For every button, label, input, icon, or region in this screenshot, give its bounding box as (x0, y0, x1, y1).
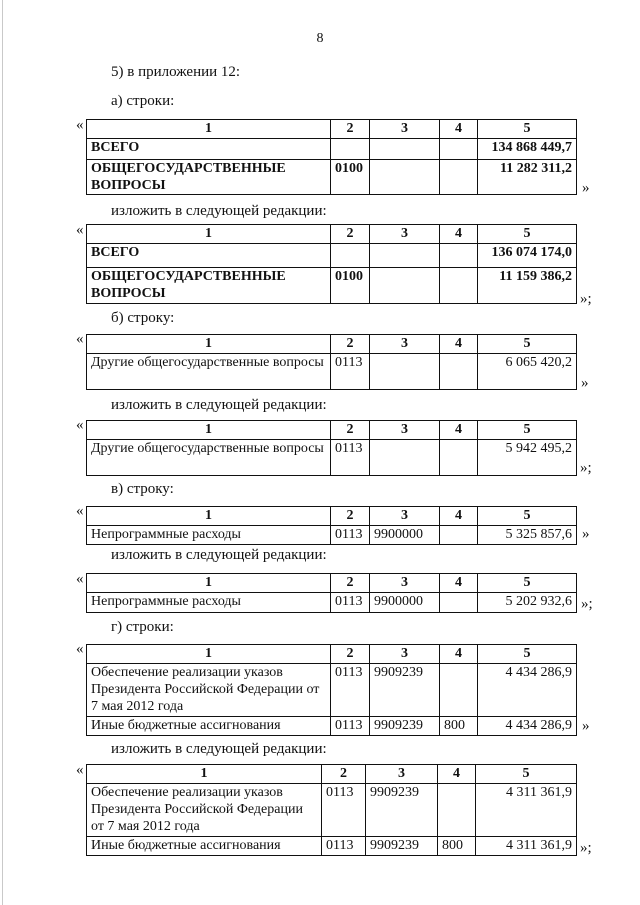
row-col4 (440, 354, 478, 390)
header-cell: 5 (478, 421, 577, 440)
header-cell: 1 (87, 765, 322, 784)
row-col2: 0113 (331, 593, 370, 613)
header-cell: 1 (87, 421, 331, 440)
row-name: Обеспечение реализации указов Президента Российской Федерации от 7 мая 2012 года (87, 784, 322, 837)
row-name: ВСЕГО (87, 244, 331, 268)
row-col2: 0100 (331, 268, 370, 304)
row-col2: 0113 (322, 784, 366, 837)
header-cell: 4 (440, 507, 478, 526)
row-name: Иные бюджетные ассигнования (87, 837, 322, 856)
row-col5: 5 942 495,2 (478, 440, 577, 476)
close-quote: » (582, 526, 590, 542)
row-name: Другие общегосударственные вопросы (87, 354, 331, 390)
table-b-old (86, 334, 577, 390)
row-col3: 9900000 (370, 593, 440, 613)
table-a-old (86, 119, 577, 195)
open-quote: « (76, 762, 84, 778)
row-col4 (440, 160, 478, 195)
header-cell: 3 (370, 645, 440, 664)
header-cell: 5 (478, 574, 577, 593)
header-cell: 2 (331, 574, 370, 593)
row-name: Непрограммные расходы (87, 526, 331, 545)
row-col2: 0113 (331, 664, 370, 717)
row-name: ОБЩЕГОСУДАРСТВЕННЫЕ ВОПРОСЫ (87, 160, 331, 195)
edit-label: изложить в следующей редакции: (111, 203, 327, 219)
row-col4 (440, 268, 478, 304)
close-quote: »; (581, 596, 593, 612)
edit-label: изложить в следующей редакции: (111, 741, 327, 757)
row-col3: 9909239 (366, 784, 438, 837)
row-col4 (440, 593, 478, 613)
header-cell: 4 (440, 335, 478, 354)
row-col2: 0100 (331, 160, 370, 195)
row-col3: 9909239 (366, 837, 438, 856)
row-col4 (438, 784, 476, 837)
close-quote: » (582, 180, 590, 196)
row-col3 (370, 160, 440, 195)
row-col2: 0113 (331, 440, 370, 476)
close-quote: »; (580, 291, 592, 307)
table-c-new (86, 573, 577, 613)
row-col3: 9900000 (370, 526, 440, 545)
header-cell: 5 (478, 335, 577, 354)
header-cell: 4 (440, 120, 478, 139)
row-name: Обеспечение реализации указов Президента Российской Федерации от 7 мая 2012 года (87, 664, 331, 717)
section-label: б) строку: (111, 310, 175, 326)
row-col3 (370, 354, 440, 390)
header-cell: 3 (370, 421, 440, 440)
table-a-new (86, 224, 577, 304)
header-cell: 4 (440, 421, 478, 440)
row-name: Другие общегосударственные вопросы (87, 440, 331, 476)
header-cell: 1 (87, 120, 331, 139)
open-quote: « (76, 117, 84, 133)
header-cell: 4 (440, 645, 478, 664)
row-col4 (440, 526, 478, 545)
row-col2: 0113 (331, 717, 370, 736)
row-col5: 4 311 361,9 (476, 837, 577, 856)
header-cell: 2 (331, 645, 370, 664)
row-name: Иные бюджетные ассигнования (87, 717, 331, 736)
header-cell: 1 (87, 335, 331, 354)
header-cell: 5 (478, 645, 577, 664)
header-cell: 2 (331, 120, 370, 139)
header-cell: 5 (478, 507, 577, 526)
row-col3 (370, 244, 440, 268)
table-b-new (86, 420, 577, 476)
row-col5: 136 074 174,0 (478, 244, 577, 268)
edit-label: изложить в следующей редакции: (111, 397, 327, 413)
row-col2 (331, 139, 370, 160)
section-label: а) строки: (111, 93, 175, 109)
table-d-old (86, 644, 577, 736)
row-col5: 6 065 420,2 (478, 354, 577, 390)
row-col3 (370, 139, 440, 160)
header-cell: 3 (370, 507, 440, 526)
table-c-old (86, 506, 577, 545)
row-col5: 4 434 286,9 (478, 717, 577, 736)
row-col4 (440, 139, 478, 160)
table-d-new (86, 764, 577, 856)
section-label: в) строку: (111, 481, 174, 497)
close-quote: »; (580, 840, 592, 856)
row-col3 (370, 440, 440, 476)
row-col2: 0113 (331, 526, 370, 545)
header-cell: 4 (438, 765, 476, 784)
open-quote: « (76, 571, 84, 587)
section-label: г) строки: (111, 619, 174, 635)
row-col2: 0113 (322, 837, 366, 856)
header-cell: 3 (370, 574, 440, 593)
row-col5: 11 159 386,2 (478, 268, 577, 304)
row-col5: 4 311 361,9 (476, 784, 577, 837)
row-col4: 800 (438, 837, 476, 856)
edit-label: изложить в следующей редакции: (111, 547, 327, 563)
header-cell: 5 (478, 225, 577, 244)
row-col2: 0113 (331, 354, 370, 390)
header-cell: 5 (478, 120, 577, 139)
row-name: Непрограммные расходы (87, 593, 331, 613)
header-cell: 2 (322, 765, 366, 784)
header-cell: 1 (87, 645, 331, 664)
header-cell: 3 (370, 225, 440, 244)
row-col3: 9909239 (370, 717, 440, 736)
open-quote: « (76, 417, 84, 433)
row-col5: 5 202 932,6 (478, 593, 577, 613)
header-cell: 4 (440, 225, 478, 244)
row-col5: 134 868 449,7 (478, 139, 577, 160)
header-cell: 1 (87, 507, 331, 526)
row-name: ВСЕГО (87, 139, 331, 160)
open-quote: « (76, 331, 84, 347)
close-quote: » (582, 718, 590, 734)
intro-text: 5) в приложении 12: (111, 64, 241, 80)
row-col3: 9909239 (370, 664, 440, 717)
row-col4 (440, 244, 478, 268)
header-cell: 2 (331, 421, 370, 440)
header-cell: 5 (476, 765, 577, 784)
header-cell: 1 (87, 225, 331, 244)
row-col4 (440, 440, 478, 476)
row-col4 (440, 664, 478, 717)
row-name: ОБЩЕГОСУДАРСТВЕННЫЕ ВОПРОСЫ (87, 268, 331, 304)
header-cell: 4 (440, 574, 478, 593)
header-cell: 2 (331, 335, 370, 354)
row-col5: 4 434 286,9 (478, 664, 577, 717)
header-cell: 2 (331, 507, 370, 526)
page-edge-left (2, 0, 3, 905)
row-col3 (370, 268, 440, 304)
open-quote: « (76, 641, 84, 657)
page-number: 8 (316, 31, 324, 46)
row-col5: 5 325 857,6 (478, 526, 577, 545)
header-cell: 2 (331, 225, 370, 244)
open-quote: « (76, 503, 84, 519)
header-cell: 3 (366, 765, 438, 784)
row-col5: 11 282 311,2 (478, 160, 577, 195)
close-quote: »; (580, 460, 592, 476)
close-quote: » (581, 375, 589, 391)
row-col4: 800 (440, 717, 478, 736)
open-quote: « (76, 222, 84, 238)
header-cell: 3 (370, 335, 440, 354)
row-col2 (331, 244, 370, 268)
header-cell: 1 (87, 574, 331, 593)
header-cell: 3 (370, 120, 440, 139)
